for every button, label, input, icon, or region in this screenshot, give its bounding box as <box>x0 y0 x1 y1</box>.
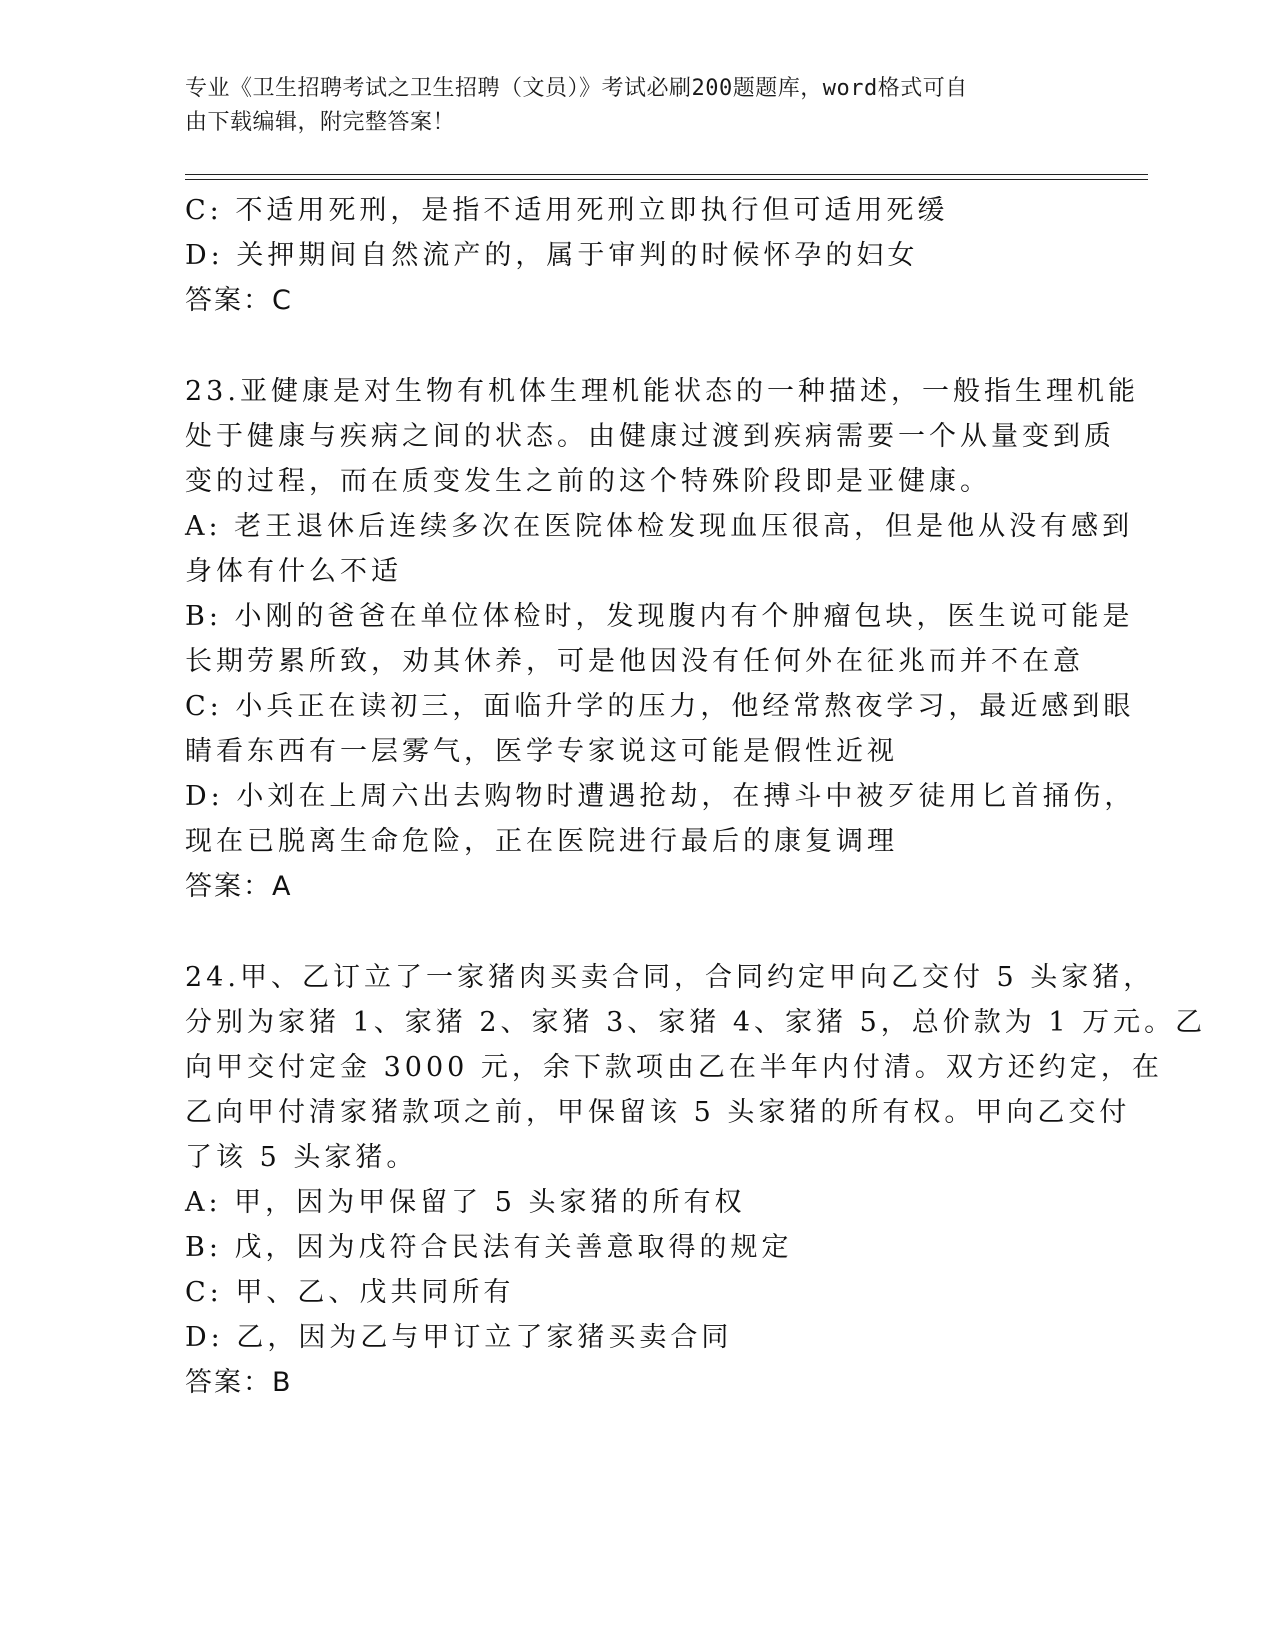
question-22-tail <box>185 188 1085 323</box>
option-a-cont: 身体有什么不适 <box>185 556 402 587</box>
question-stem-line: 23.亚健康是对生物有机体生理机能状态的一种描述，一般指生理机能 <box>185 376 1139 407</box>
header-line-2: 由下载编辑，附完整答案！ <box>185 110 456 135</box>
option-c: C: 不适用死刑，是指不适用死刑立即执行但可适用死缓 <box>185 195 949 226</box>
header-line-1: 专业《卫生招聘考试之卫生招聘（文员）》考试必刷200题题库，word格式可自 <box>185 76 968 101</box>
question-stem-line: 24.甲、乙订立了一家猪肉买卖合同，合同约定甲向乙交付 5 头家猪， <box>185 962 1155 993</box>
question-stem-line: 向甲交付定金 3000 元，余下款项由乙在半年内付清。双方还约定，在 <box>185 1052 1163 1083</box>
option-c: C: 甲、乙、戊共同所有 <box>185 1277 515 1308</box>
answer-line: 答案：B <box>185 1367 293 1398</box>
option-c: C: 小兵正在读初三，面临升学的压力，他经常熬夜学习，最近感到眼 <box>185 691 1135 722</box>
option-d: D: 乙，因为乙与甲订立了家猪买卖合同 <box>185 1322 733 1353</box>
option-d-cont: 现在已脱离生命危险，正在医院进行最后的康复调理 <box>185 826 898 857</box>
spacer <box>185 909 1085 955</box>
document-header <box>185 72 1065 140</box>
question-23 <box>185 369 1139 909</box>
spacer <box>185 323 1085 369</box>
option-a: A: 甲，因为甲保留了 5 头家猪的所有权 <box>185 1187 746 1218</box>
option-b: B: 小刚的爸爸在单位体检时，发现腹内有个肿瘤包块，医生说可能是 <box>185 601 1134 632</box>
option-c-cont: 睛看东西有一层雾气，医学专家说这可能是假性近视 <box>185 736 898 767</box>
option-a: A: 老王退休后连续多次在医院体检发现血压很高，但是他从没有感到 <box>185 511 1134 542</box>
answer-line: 答案：A <box>185 871 293 902</box>
question-stem-line: 变的过程，而在质变发生之前的这个特殊阶段即是亚健康。 <box>185 466 991 497</box>
question-24 <box>185 955 1207 1405</box>
option-b: B: 戊，因为戊符合民法有关善意取得的规定 <box>185 1232 793 1263</box>
document-body <box>185 188 1207 1405</box>
option-b-cont: 长期劳累所致，劝其休养，可是他因没有任何外在征兆而并不在意 <box>185 646 1084 677</box>
question-stem-line: 了该 5 头家猪。 <box>185 1142 418 1173</box>
option-d: D: 关押期间自然流产的，属于审判的时候怀孕的妇女 <box>185 240 919 271</box>
question-stem-line: 分别为家猪 1、家猪 2、家猪 3、家猪 4、家猪 5，总价款为 1 万元。乙 <box>185 1007 1207 1038</box>
option-d: D: 小刘在上周六出去购物时遭遇抢劫，在搏斗中被歹徒用匕首捅伤， <box>185 781 1136 812</box>
answer-line: 答案：C <box>185 285 293 316</box>
question-stem-line: 乙向甲付清家猪款项之前，甲保留该 5 头家猪的所有权。甲向乙交付 <box>185 1097 1131 1128</box>
question-stem-line: 处于健康与疾病之间的状态。由健康过渡到疾病需要一个从量变到质 <box>185 421 1115 452</box>
header-divider <box>185 174 1148 180</box>
